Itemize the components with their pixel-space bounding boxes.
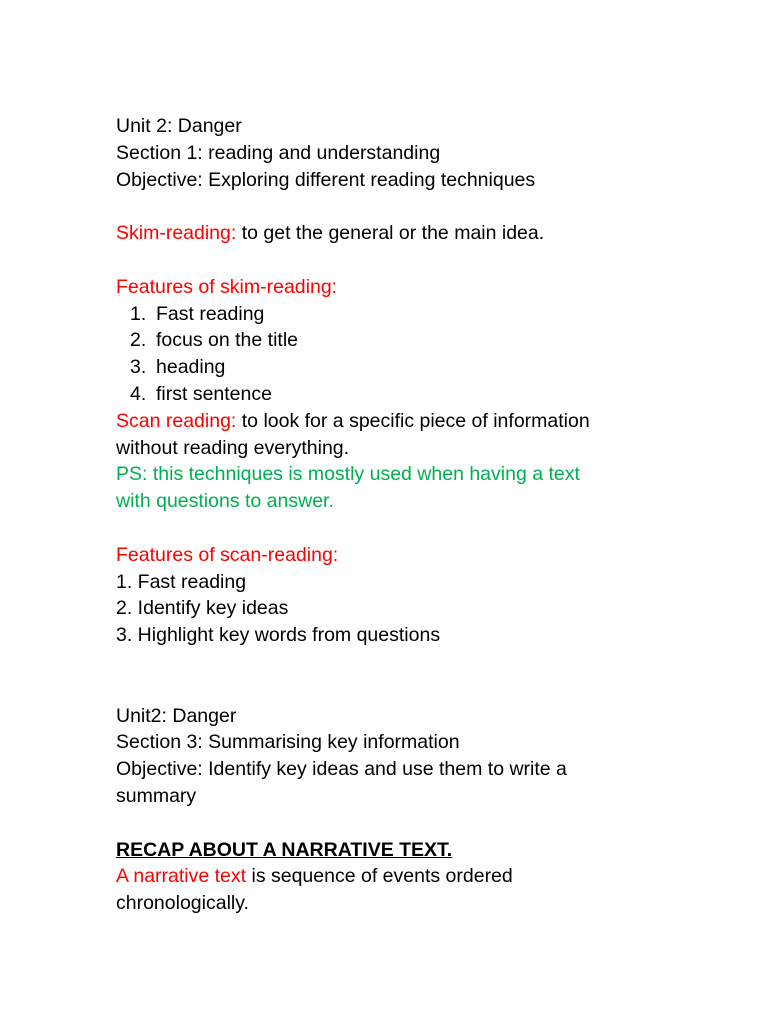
- list-text: Fast reading: [156, 302, 265, 325]
- list-text: heading: [156, 356, 226, 379]
- list-number: 2.: [130, 329, 147, 352]
- narrative-definition-text: is sequence of events ordered: [246, 865, 513, 888]
- section-title-3: Section 3: Summarising key information: [116, 731, 460, 754]
- blank-gap: [116, 649, 676, 703]
- list-text: focus on the title: [156, 329, 299, 352]
- scan-term: Scan reading:: [116, 409, 237, 432]
- skim-definition-text: to get the general or the main idea.: [236, 222, 545, 245]
- ps-note-line-2: with questions to answer.: [116, 490, 334, 513]
- list-item: 2. Identify key ideas: [116, 597, 289, 620]
- blank-line: [116, 247, 676, 274]
- skim-features-heading: Features of skim-reading:: [116, 275, 338, 298]
- narrative-definition: [116, 863, 676, 890]
- scan-definition-continued: without reading everything.: [116, 436, 350, 459]
- narrative-definition-continued: chronologically.: [116, 892, 249, 915]
- ps-note-line-1: PS: this techniques is mostly used when having a text: [116, 463, 580, 486]
- list-number: 3.: [130, 356, 147, 379]
- blank-line: [116, 515, 676, 542]
- list-item: [116, 327, 676, 354]
- scan-definition-text: to look for a specific piece of information: [236, 409, 590, 432]
- narrative-term: A narrative text: [116, 865, 247, 888]
- list-item: 1. Fast reading: [116, 570, 247, 593]
- section-title-1: Section 1: reading and understanding: [116, 141, 441, 164]
- blank-line: [116, 193, 676, 220]
- unit-title-2: Unit2: Danger: [116, 704, 237, 727]
- skim-definition: [116, 220, 676, 247]
- blank-line: [116, 810, 676, 837]
- document-page: [116, 113, 676, 917]
- list-number: 1.: [130, 302, 147, 325]
- unit-title-1: Unit 2: Danger: [116, 115, 242, 137]
- objective-3-continued: summary: [116, 784, 197, 807]
- recap-heading: RECAP ABOUT A NARRATIVE TEXT.: [116, 838, 453, 861]
- objective-1: Objective: Exploring different reading techniques: [116, 168, 536, 191]
- scan-features-heading: Features of scan-reading:: [116, 543, 339, 566]
- list-number: 4.: [130, 382, 147, 405]
- scan-definition: [116, 408, 676, 435]
- list-text: first sentence: [156, 382, 272, 405]
- list-item: 3. Highlight key words from questions: [116, 624, 441, 647]
- list-item: [116, 381, 676, 408]
- list-item: [116, 354, 676, 381]
- skim-term: Skim-reading:: [116, 222, 237, 245]
- list-item: [116, 301, 676, 328]
- objective-3: Objective: Identify key ideas and use them to write a: [116, 758, 567, 781]
